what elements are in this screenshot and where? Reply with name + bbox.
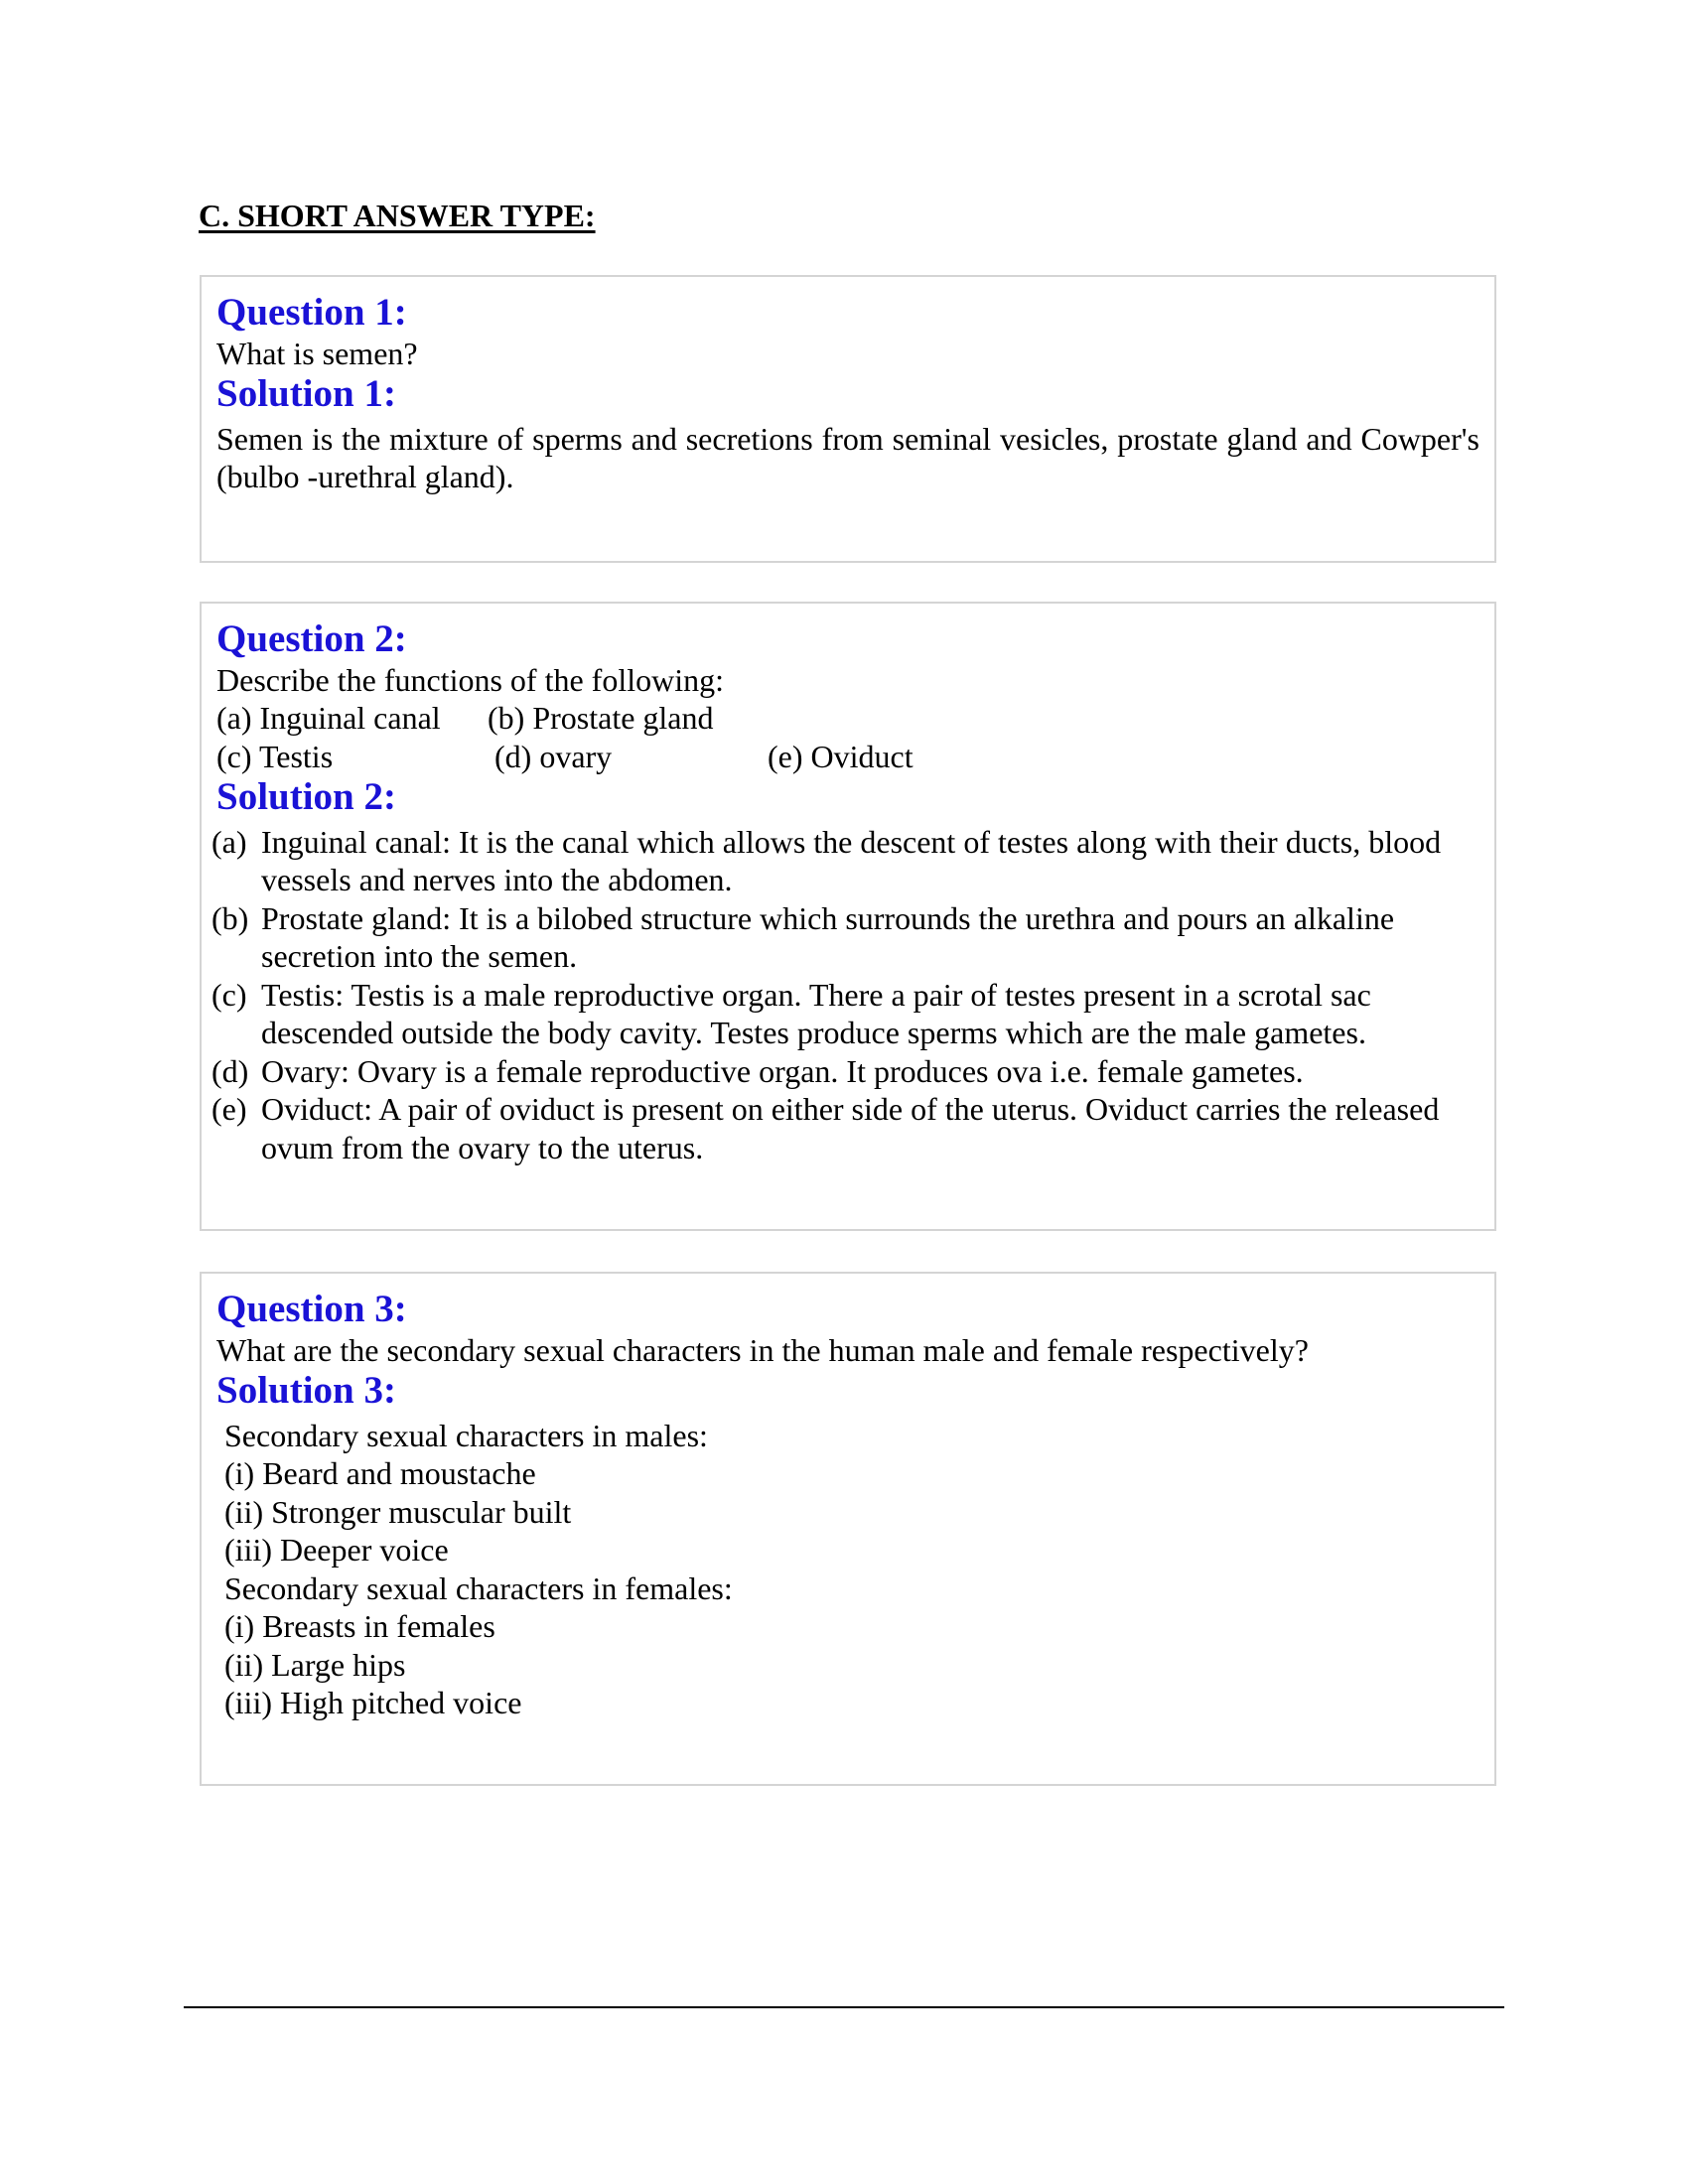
- solution-list-2: [211, 823, 1479, 1167]
- female-characters-heading: Secondary sexual characters in females:: [224, 1570, 733, 1606]
- list-item: [211, 899, 1479, 976]
- list-item-text: Prostate gland: It is a bilobed structure which surrounds the urethra and pours an alkaline secretion into the semen.: [261, 899, 1395, 975]
- question-text-1: What is semen?: [216, 335, 418, 371]
- option-d: (d) ovary: [494, 738, 613, 774]
- list-item: (i) Breasts in females: [224, 1608, 495, 1645]
- solution-lines-3: [216, 1417, 1479, 1722]
- option-e: (e) Oviduct: [768, 738, 914, 774]
- solution-text-1: Semen is the mixture of sperms and secretions from seminal vesicles, prostate gland and Cowper's (bulbo -urethral gland).: [216, 420, 1479, 495]
- options-row-1: [216, 699, 1479, 738]
- list-item-label: (e): [211, 1091, 247, 1128]
- option-c: (c) Testis: [216, 738, 334, 774]
- list-item: [211, 1090, 1479, 1166]
- list-item: [211, 1052, 1479, 1091]
- section-heading: C. SHORT ANSWER TYPE:: [199, 198, 596, 233]
- list-item: (ii) Stronger muscular built: [224, 1493, 572, 1530]
- question-box-3: [200, 1272, 1496, 1786]
- list-item-text: Inguinal canal: It is the canal which allows the descent of testes along with their ducts, blood vessels and nerves into the abdomen.: [261, 823, 1442, 898]
- question-text-3: What are the secondary sexual characters in the human male and female respectively?: [216, 1331, 1309, 1368]
- male-characters-heading: Secondary sexual characters in males:: [224, 1417, 708, 1453]
- footer-divider: [184, 2006, 1504, 2008]
- solution-title-2: Solution 2:: [216, 775, 396, 819]
- list-item-text: Oviduct: A pair of oviduct is present on either side of the uterus. Oviduct carries the released ovum from the ovary to the uterus.: [261, 1091, 1440, 1165]
- list-item: (i) Beard and moustache: [224, 1455, 536, 1492]
- option-a: (a) Inguinal canal: [216, 700, 441, 737]
- question-box-1: [200, 275, 1496, 563]
- question-text-2: Describe the functions of the following:: [216, 661, 724, 698]
- list-item-label: (b): [211, 899, 249, 936]
- list-item-label: (d): [211, 1052, 249, 1089]
- question-title-2: Question 2:: [216, 617, 407, 660]
- list-item: (iii) High pitched voice: [224, 1685, 522, 1721]
- solution-title-1: Solution 1:: [216, 372, 396, 416]
- list-item: [211, 976, 1479, 1052]
- list-item: [211, 823, 1479, 899]
- question-title-1: Question 1:: [216, 291, 407, 334]
- options-row-2: [216, 738, 1479, 776]
- question-title-3: Question 3:: [216, 1288, 407, 1330]
- solution-title-3: Solution 3:: [216, 1369, 396, 1413]
- list-item-label: (a): [211, 823, 247, 860]
- option-b: (b) Prostate gland: [488, 700, 714, 737]
- list-item: (iii) Deeper voice: [224, 1532, 449, 1569]
- list-item-label: (c): [211, 976, 247, 1013]
- question-box-2: [200, 602, 1496, 1231]
- list-item: (ii) Large hips: [224, 1646, 406, 1683]
- list-item-text: Ovary: Ovary is a female reproductive organ. It produces ova i.e. female gametes.: [261, 1052, 1304, 1089]
- list-item-text: Testis: Testis is a male reproductive organ. There a pair of testes present in a scrotal sac descended outside the body cavity. Testes produce sperms which are the male gametes.: [261, 976, 1371, 1051]
